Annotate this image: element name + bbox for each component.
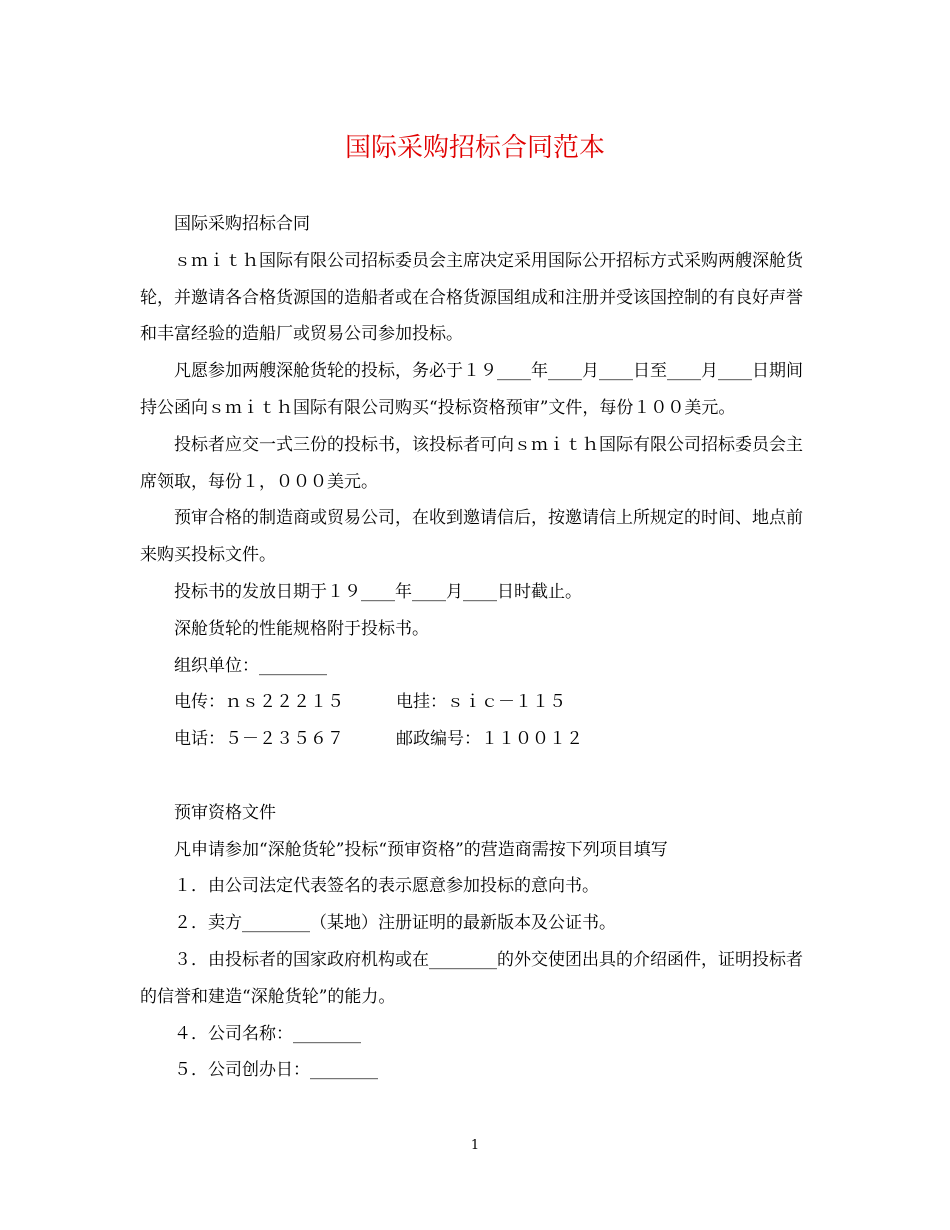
paragraph-deadline: 投标书的发放日期于１９____年____月____日时截止。	[174, 581, 582, 602]
postal-code: 邮政编号：１１００１２	[396, 729, 583, 750]
paragraph-bid-copies: 投标者应交一式三份的投标书，该投标者可向ｓｍｉｔｈ国际有限公司招标委员会主席领取，每份１，０００美元。	[140, 434, 803, 492]
list-item: １．由公司法定代表签名的表示愿意参加投标的意向书。	[174, 876, 599, 897]
section-gap	[140, 758, 810, 795]
section-heading-prequalification: 预审资格文件	[174, 802, 276, 823]
paragraph-specification: 深舱货轮的性能规格附于投标书。	[174, 618, 429, 639]
list-item: ４．公司名称：________	[174, 1023, 361, 1044]
paragraph-qualified-purchase: 预审合格的制造商或贸易公司，在收到邀请信后，按邀请信上所规定的时间、地点前来购买投标文件。	[140, 508, 803, 566]
list-item: ２．卖方________（某地）注册证明的最新版本及公证书。	[174, 913, 616, 934]
phone-number: 电话：５－２３５６７	[174, 729, 344, 750]
cable-address: 电挂：ｓｉｃ－１１５	[396, 692, 566, 713]
list-item: ３．由投标者的国家政府机构或在________的外交使团出具的介绍函件，证明投标者的信誉和建造“深舱货轮”的能力。	[140, 949, 803, 1007]
document-title: 国际采购招标合同范本	[344, 133, 605, 163]
paragraph-organizer: 组织单位：________	[174, 655, 327, 676]
section-intro: 凡申请参加“深舱货轮”投标“预审资格”的营造商需按下列项目填写	[174, 839, 668, 860]
contact-row-phone	[140, 721, 810, 758]
list-item: ５．公司创办日：________	[174, 1060, 378, 1081]
page-number: 1	[470, 1138, 480, 1153]
paragraph-prequalification-purchase: 凡愿参加两艘深舱货轮的投标，务必于１９____年____月____日至____月____日期间持公函向ｓｍｉｔｈ国际有限公司购买“投标资格预审”文件，每份１００美元。	[140, 361, 803, 418]
paragraph-invitation: ｓｍｉｔｈ国际有限公司招标委员会主席决定采用国际公开招标方式采购两艘深舱货轮，并邀请各合格货源国的造船者或在合格货源国组成和注册并受该国控制的有良好声誉和丰富经验的造船厂或贸易公司参加投标。	[140, 250, 803, 345]
contact-row-telex	[140, 684, 810, 721]
telex-number: 电传：ｎｓ２２２１５	[174, 692, 344, 713]
document-body	[140, 206, 810, 1089]
paragraph-contract-heading: 国际采购招标合同	[174, 214, 310, 234]
